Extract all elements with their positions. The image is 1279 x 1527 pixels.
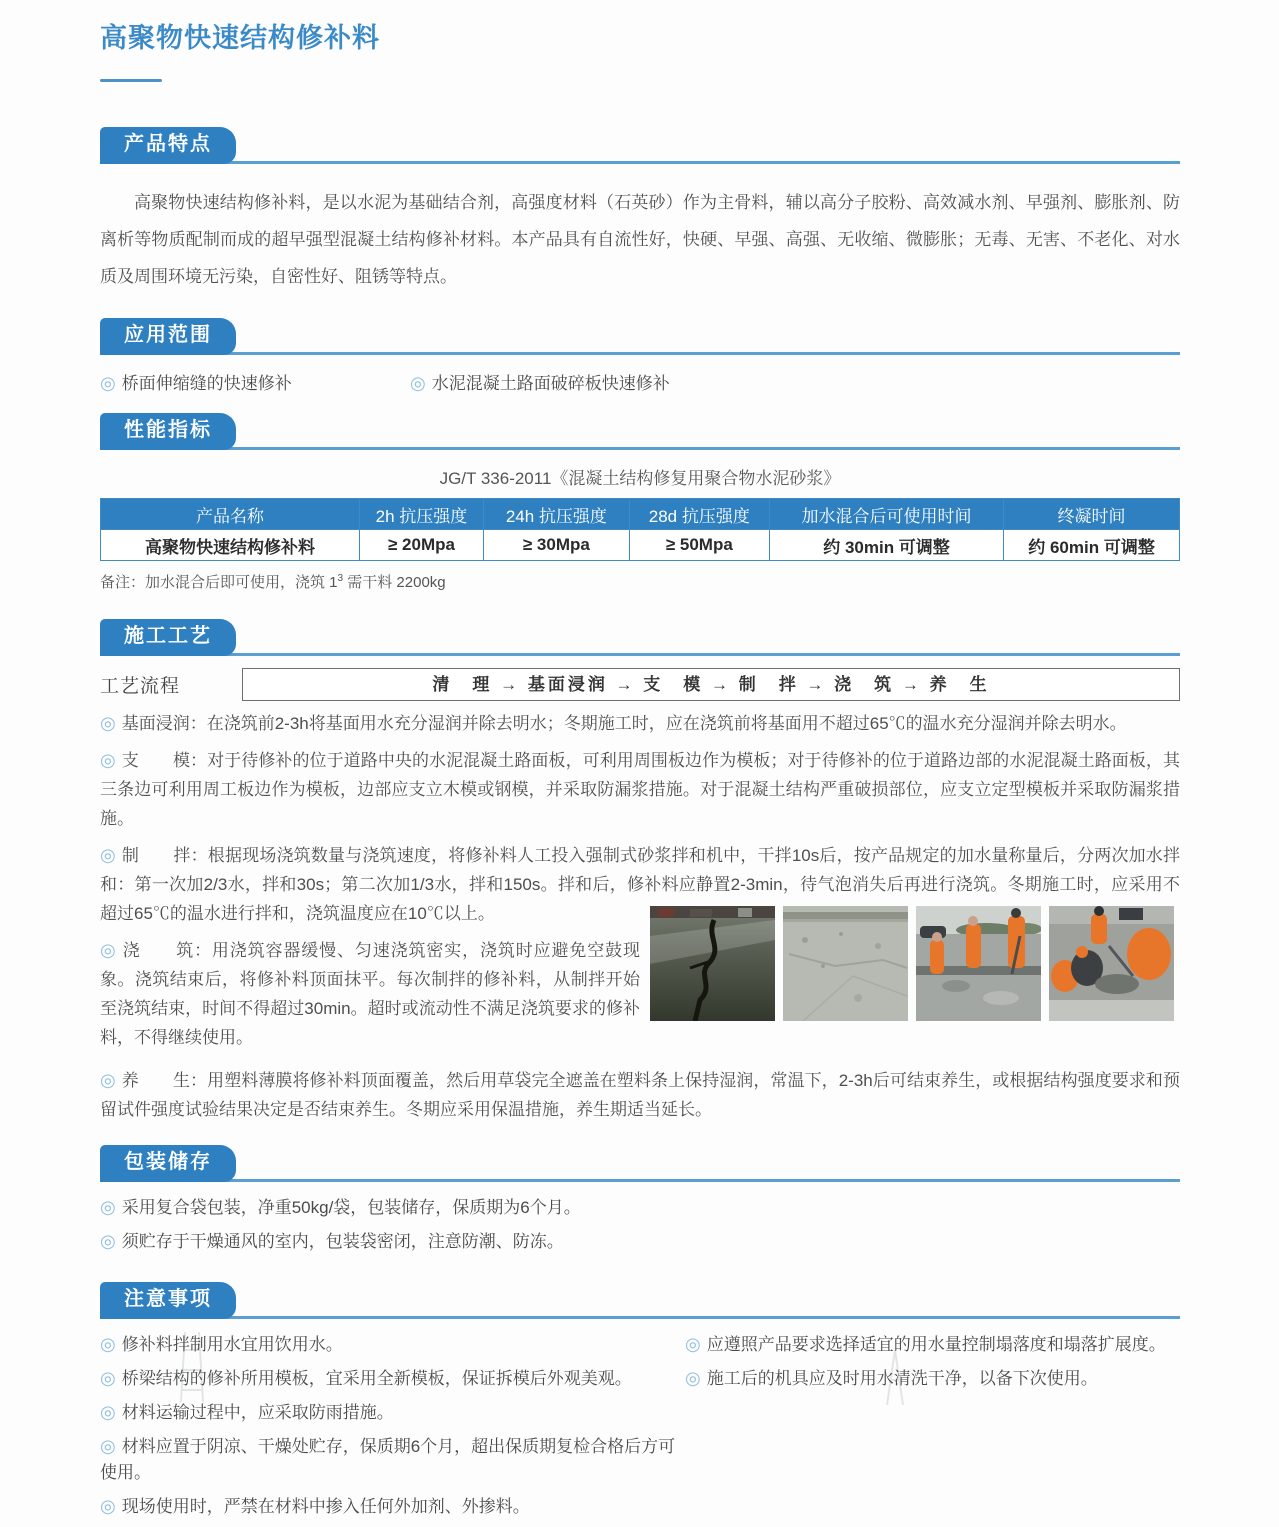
section-tab-packaging: 包装储存: [100, 1145, 236, 1182]
ring-bullet-icon: ◎: [100, 940, 117, 960]
ring-bullet-icon: ◎: [100, 1368, 116, 1388]
table-cell: ≥ 30Mpa: [484, 530, 630, 561]
table-row: [101, 530, 1180, 561]
list-item: ◎ 材料应置于阴凉、干燥处贮存，保质期6个月，超出保质期复检合格后方可使用。: [100, 1436, 676, 1482]
ring-bullet-icon: ◎: [685, 1368, 701, 1388]
table-remark: 备注：加水混合后即可使用，浇筑 $1^3$ 需干料 2200kg: [100, 573, 446, 591]
section-tab-notes: 注意事项: [100, 1282, 236, 1319]
features-paragraph: 高聚物快速结构修补料，是以水泥为基础结合剂，高强度材料（石英砂）作为主骨料，辅以高分子胶粉、高效减水剂、早强剂、膨胀剂、防离析等物质配制而成的超早强型混凝土结构修补材料。本产品具有自流性好，快硬、早强、高强、无收缩、微膨胀；无毒、无害、不老化、对水质及周围环境无污染，自密性好、阻锈等特点。: [100, 193, 1180, 286]
section-tab-features: 产品特点: [100, 127, 236, 164]
workers-pouring-repair-photo: [1049, 906, 1174, 1021]
col-header: 2h 抗压强度: [359, 499, 483, 530]
table-cell: 高聚物快速结构修补料: [101, 530, 360, 561]
col-header: 加水混合后可使用时间: [769, 499, 1003, 530]
col-header: 28d 抗压强度: [629, 499, 769, 530]
list-item: ◎ 水泥混凝土路面破碎板快速修补: [410, 373, 670, 393]
table-cell: 约 60min 可调整: [1004, 530, 1180, 561]
section-application: [100, 321, 1180, 394]
section-process: [100, 622, 1180, 1124]
section-header-notes: [100, 1285, 1180, 1319]
flow-diagram: 清 理 → 基面浸润 → 支 模 → 制 拌 → 浇 筑 → 养 生: [242, 668, 1180, 701]
ring-bullet-icon: ◎: [100, 1402, 116, 1422]
list-item: ◎ 现场使用时，严禁在材料中掺入任何外加剂、外掺料。: [100, 1496, 530, 1516]
worn-concrete-surface-photo: [783, 906, 908, 1021]
process-flow-row: [100, 668, 1180, 701]
section-notes: [100, 1285, 1180, 1527]
list-item: ◎ 采用复合袋包装，净重50kg/袋，包装储存，保质期为6个月。: [100, 1197, 581, 1217]
ring-bullet-icon: ◎: [100, 713, 116, 733]
ring-bullet-icon: ◎: [100, 373, 116, 393]
step-curing: ◎ 养 生：用塑料薄膜将修补料顶面覆盖，然后用草袋完全遮盖在塑料条上保持湿润，常温下，2-3h后可结束养生，或根据结构强度要求和预留试件强度试验结果决定是否结束养生。冬期应采用保温措施，养生期适当延长。: [100, 1070, 1180, 1119]
table-cell: ≥ 20Mpa: [359, 530, 483, 561]
cracked-dark-pavement-photo: [650, 906, 775, 1021]
step-base-wetting: ◎ 基面浸润：在浇筑前2-3h将基面用水充分湿润并除去明水；冬期施工时，应在浇筑前将基面用不超过65℃的温水充分湿润并除去明水。: [100, 713, 1127, 733]
list-item: ◎ 修补料拌制用水宜用饮用水。: [100, 1334, 343, 1354]
process-steps: [100, 709, 1180, 1124]
col-header: 24h 抗压强度: [484, 499, 630, 530]
ring-bullet-icon: ◎: [100, 1496, 116, 1516]
section-packaging: [100, 1148, 1180, 1255]
list-item: ◎ 材料运输过程中，应采取防雨措施。: [100, 1402, 394, 1422]
ring-bullet-icon: ◎: [685, 1334, 701, 1354]
ring-bullet-icon: ◎: [100, 1334, 116, 1354]
table-cell: 约 30min 可调整: [769, 530, 1003, 561]
pouring-block: [100, 936, 1180, 1060]
section-tab-application: 应用范围: [100, 318, 236, 355]
ring-bullet-icon: ◎: [100, 1231, 116, 1251]
list-item: ◎ 须贮存于干燥通风的室内，包装袋密闭，注意防潮、防冻。: [100, 1231, 564, 1251]
application-items: [100, 369, 1180, 394]
title-underline: [100, 79, 162, 82]
ring-bullet-icon: ◎: [410, 373, 426, 393]
col-header: 产品名称: [101, 499, 360, 530]
ring-bullet-icon: ◎: [100, 845, 116, 865]
product-spec-page: [100, 0, 1180, 1527]
performance-table: [100, 498, 1180, 561]
step-mixing: ◎ 制 拌：根据现场浇筑数量与浇筑速度，将修补料人工投入强制式砂浆拌和机中，干拌10s后，按产品规定的加水量称量后，分两次加水拌和：第一次加2/3水，拌和30s；第二次加1/3水，拌和150s。拌和后，修补料应静置2-3min，待气泡消失后再进行浇筑。冬期施工时，应采用不超过65℃的温水进行拌和，浇筑温度应在10℃以上。: [100, 845, 1180, 923]
table-header-row: [101, 499, 1180, 530]
section-tab-process: 施工工艺: [100, 619, 236, 656]
table-cell: ≥ 50Mpa: [629, 530, 769, 561]
flow-label: 工艺流程: [100, 676, 181, 697]
step-formwork: ◎ 支 模：对于待修补的位于道路中央的水泥混凝土路面板，可利用周围板边作为模板；对于待修补的位于道路边部的水泥混凝土路面板，其三条边可利用周工板边作为模板，边部应支立木模或钢模，并采取防漏浆措施。对于混凝土结构严重破损部位，应支立定型模板并采取防漏浆措施。: [100, 750, 1180, 828]
section-header-performance: [100, 416, 1180, 450]
notes-left-column: [100, 1331, 685, 1527]
section-header-process: [100, 622, 1180, 656]
list-item: ◎ 桥面伸缩缝的快速修补: [100, 373, 292, 393]
section-header-packaging: [100, 1148, 1180, 1182]
section-header-application: [100, 321, 1180, 355]
step-pouring: ◎ 浇 筑：用浇筑容器缓慢、匀速浇筑密实，浇筑时应避免空鼓现象。浇筑结束后，将修补料顶面抹平。每次制拌的修补料，从制拌开始至浇筑结束，时间不得超过30min。超时或流动性不满足浇筑要求的修补料，不得继续使用。: [100, 940, 640, 1047]
section-tab-performance: 性能指标: [100, 413, 236, 450]
workers-cutting-joint-photo: [916, 906, 1041, 1021]
page-title: 高聚物快速结构修补料: [100, 23, 380, 53]
list-item: ◎ 应遵照产品要求选择适宜的用水量控制塌落度和塌落扩展度。: [685, 1334, 1166, 1354]
section-header-features: [100, 130, 1180, 164]
list-item: ◎ 桥梁结构的修补所用模板，宜采用全新模板，保证拆模后外观美观。: [100, 1368, 632, 1388]
notes-right-column: [685, 1331, 1180, 1527]
superscript-3: 3: [337, 573, 344, 584]
col-header: 终凝时间: [1004, 499, 1180, 530]
section-performance: [100, 416, 1180, 592]
ring-bullet-icon: ◎: [100, 1436, 116, 1456]
ring-bullet-icon: ◎: [100, 1070, 116, 1090]
packaging-items: [100, 1194, 1180, 1255]
section-features: [100, 130, 1180, 295]
standard-caption: JG/T 336-2011《混凝土结构修复用聚合物水泥砂浆》: [439, 469, 841, 488]
ring-bullet-icon: ◎: [100, 750, 116, 770]
notes-columns: [100, 1319, 1180, 1527]
list-item: ◎ 施工后的机具应及时用水清洗干净，以备下次使用。: [685, 1368, 1098, 1388]
site-photos-strip: [640, 906, 1180, 1021]
ring-bullet-icon: ◎: [100, 1197, 116, 1217]
